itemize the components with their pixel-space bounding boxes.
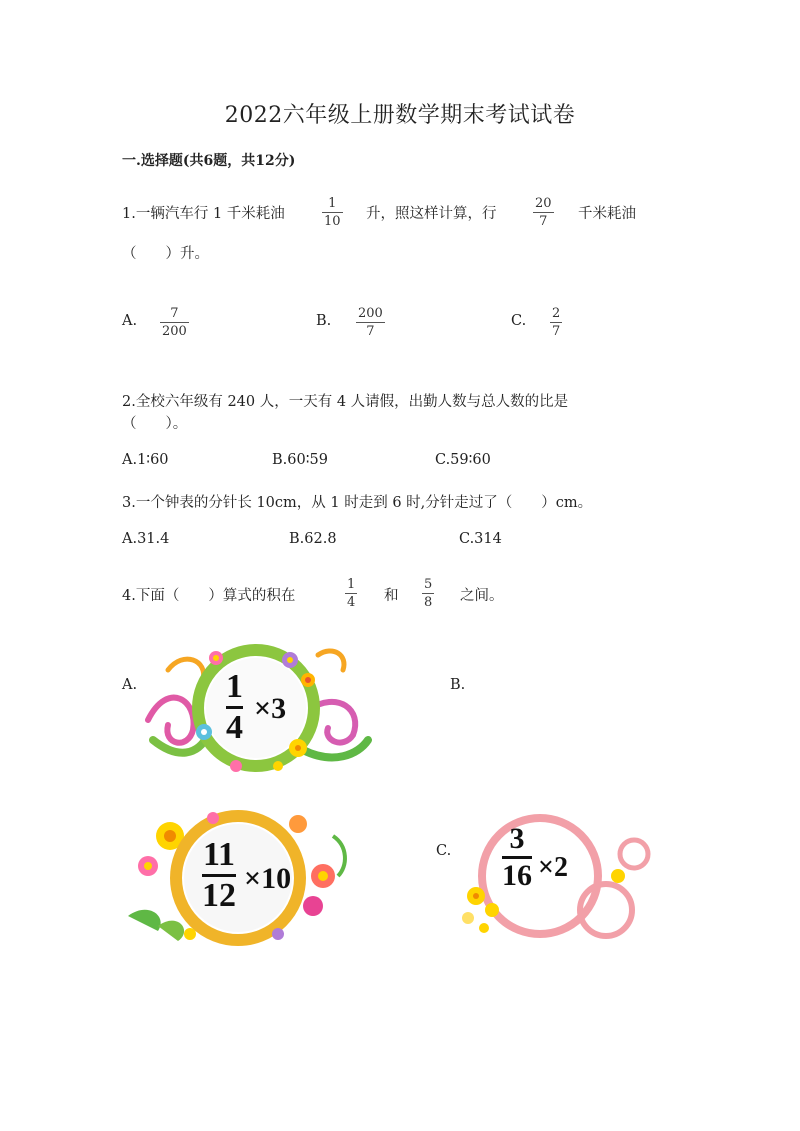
q2-option-b[interactable]: B.60∶59	[272, 452, 328, 468]
image-a-operator: ×3	[254, 692, 287, 725]
denominator: 10	[324, 214, 341, 229]
q4-image-b[interactable]	[118, 806, 354, 950]
image-b-fraction	[202, 838, 236, 913]
q1-text-pre: 1.一辆汽车行 1 千米耗油	[122, 206, 285, 222]
q1-option-c-label[interactable]: C.	[511, 313, 527, 329]
denominator: 8	[424, 595, 433, 610]
q1-text-line2: （ ）升。	[122, 246, 209, 262]
q1-text-post: 千米耗油	[578, 206, 636, 222]
numerator: 7	[170, 306, 179, 321]
q2-text-line1: 2.全校六年级有 240 人，一天有 4 人请假，出勤人数与总人数的比是	[122, 394, 569, 410]
q3-option-a[interactable]: A.31.4	[122, 531, 170, 547]
denominator: 7	[552, 324, 561, 339]
numerator: 11	[202, 836, 236, 873]
denominator: 12	[202, 877, 236, 914]
q1-option-a-label[interactable]: A.	[122, 313, 138, 329]
numerator: 1	[226, 668, 243, 705]
floral-frame-illustration	[118, 806, 354, 950]
denominator: 4	[226, 709, 243, 746]
q1-fraction-2	[533, 196, 554, 229]
q2-option-a[interactable]: A.1∶60	[122, 452, 169, 468]
q1-option-c-fraction[interactable]	[550, 306, 562, 339]
q3-text: 3.一个钟表的分针长 10cm，从 1 时走到 6 时,分针走过了（ ）cm。	[122, 495, 593, 511]
denominator: 200	[162, 324, 187, 339]
image-c-operator: ×2	[538, 852, 568, 883]
image-b-operator: ×10	[244, 862, 292, 895]
q1-fraction-1	[322, 196, 343, 229]
numerator: 1	[328, 196, 337, 211]
q2-text-line2: （ ）。	[122, 416, 188, 432]
q1-option-b-fraction[interactable]	[356, 306, 385, 339]
q4-image-c[interactable]	[456, 810, 656, 942]
q4-fraction-1	[345, 577, 357, 610]
q4-option-b-label[interactable]: B.	[450, 677, 466, 693]
section-heading: 一.选择题(共6题，共12分)	[122, 153, 296, 169]
page-title: 2022六年级上册数学期末考试试卷	[224, 103, 576, 128]
q4-option-c-label[interactable]: C.	[436, 843, 452, 859]
numerator: 20	[535, 196, 552, 211]
q4-option-a-label[interactable]: A.	[122, 677, 138, 693]
image-a-fraction	[226, 670, 243, 745]
q4-text-pre: 4.下面（ ）算式的积在	[122, 588, 296, 604]
q4-fraction-2	[422, 577, 434, 610]
numerator: 5	[424, 577, 433, 592]
q3-option-b[interactable]: B.62.8	[289, 531, 337, 547]
denominator: 7	[539, 214, 548, 229]
denominator: 16	[502, 859, 532, 892]
q2-option-c[interactable]: C.59∶60	[435, 452, 491, 468]
image-c-fraction	[502, 824, 532, 891]
q1-option-b-label[interactable]: B.	[316, 313, 332, 329]
numerator: 3	[509, 822, 525, 855]
denominator: 7	[366, 324, 375, 339]
numerator: 200	[358, 306, 383, 321]
q3-option-c[interactable]: C.314	[459, 531, 502, 547]
denominator: 4	[347, 595, 356, 610]
q4-image-a[interactable]	[138, 640, 374, 776]
q1-option-a-fraction[interactable]	[160, 306, 189, 339]
numerator: 2	[552, 306, 561, 321]
numerator: 1	[347, 577, 356, 592]
q1-text-mid: 升，照这样计算，行	[366, 206, 497, 222]
q4-text-post: 之间。	[460, 588, 504, 604]
q4-text-mid: 和	[384, 588, 399, 604]
